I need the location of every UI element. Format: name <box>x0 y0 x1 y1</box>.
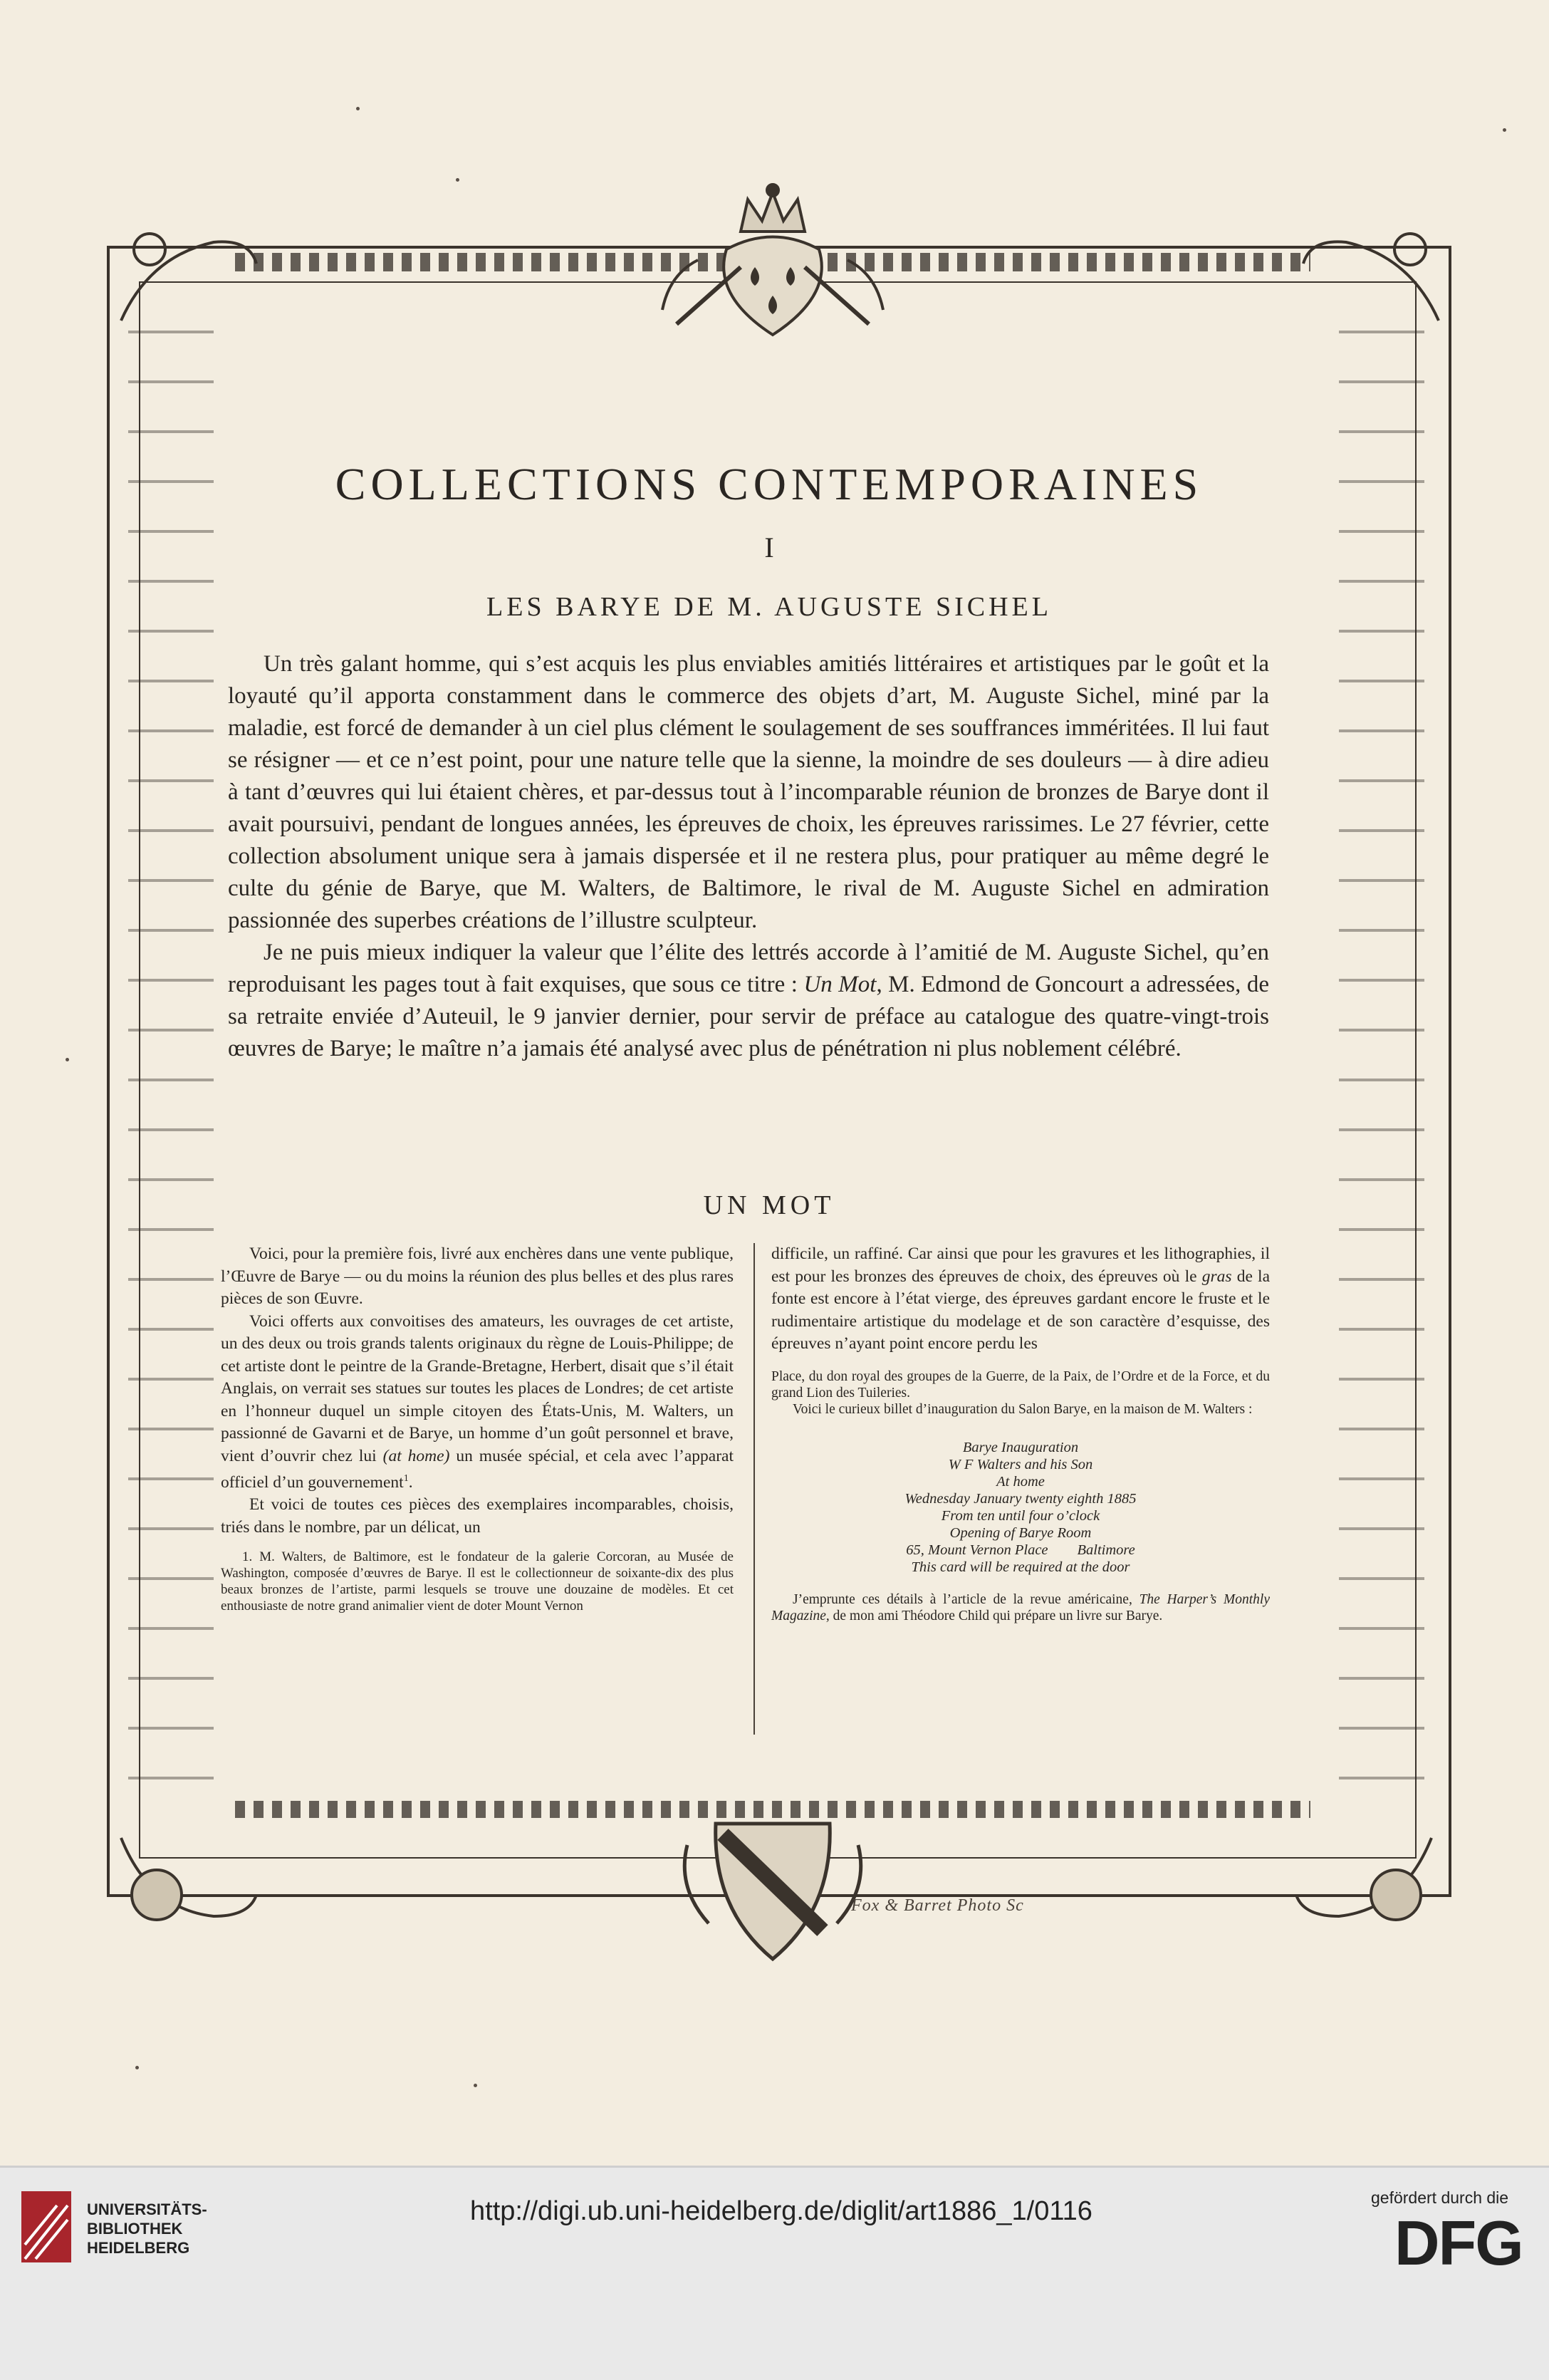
library-name-line: HEIDELBERG <box>87 2239 190 2257</box>
intro-paragraph <box>228 937 1269 1065</box>
corner-flourish-illustration <box>1289 1809 1446 1952</box>
left-column <box>221 1243 734 1614</box>
paper-speck <box>474 2084 477 2087</box>
italic-span: (at home) <box>382 1446 450 1465</box>
section-heading: UN MOT <box>703 1190 835 1220</box>
royal-crest-illustration <box>655 182 890 360</box>
intro-italic-title: Un Mot <box>803 972 877 997</box>
text-span: un musée spécial, et cela avec l’apparat officiel d’un gouvernement <box>221 1446 734 1492</box>
paper-speck <box>356 107 360 110</box>
permalink-url[interactable]: http://digi.ub.uni-heidelberg.de/diglit/art1886_1/0116 <box>470 2196 1092 2226</box>
corner-flourish-illustration <box>107 214 264 356</box>
heraldic-shield-illustration <box>680 1802 865 1973</box>
card-line: W F Walters and his Son <box>948 1456 1093 1472</box>
paragraph <box>771 1243 1270 1356</box>
text-span: de la fonte est encore à l’état vierge, des épreuves gardant encore le fruste et le rudimentaire artistique du modelage et de son caractère d’esquisse, des épreuves n’ayant point encore perdu les <box>771 1267 1270 1353</box>
italic-span: The Harper’s Monthly Magazine, <box>771 1591 1270 1623</box>
text-span: de mon ami Théodore Child qui prépare un livre sur Barye. <box>829 1608 1163 1623</box>
footnote-continuation: Place, du don royal des groupes de la Guerre, de la Paix, de l’Ordre et de la Force, et du grand Lion des Tuileries. <box>771 1368 1270 1401</box>
article-subtitle: LES BARYE DE M. AUGUSTE SICHEL <box>486 592 1052 622</box>
card-line: Wednesday January twenty eighth 1885 <box>904 1490 1137 1507</box>
page-title: COLLECTIONS CONTEMPORAINES <box>335 458 1204 509</box>
text-span: . <box>408 1472 413 1492</box>
footnote-continuation <box>771 1591 1270 1624</box>
footnote-marker: 1 <box>403 1472 409 1484</box>
italic-span: gras <box>1201 1267 1232 1286</box>
paragraph: Voici, pour la première fois, livré aux enchères dans une vente publique, l’Œuvre de Barye — ou du moins la réunion des plus belles et des plus rares pièces de son Œuvre. <box>221 1244 734 1308</box>
right-ornament-band <box>1339 306 1424 1802</box>
card-line: 65, Mount Vernon Place Baltimore <box>906 1542 1135 1558</box>
footnote: 1. M. Walters, de Baltimore, est le fondateur de la galerie Corcoran, au Musée de Washington, composée d’œuvres de Barye. Il est le collectionneur de soixante-dix des plus beaux bronzes de l’artiste, parmi lesquels se trouve une douzaine de modèles. Et cet enthousiaste de notre grand animalier vient de doter Mount Vernon <box>221 1549 734 1614</box>
intro-paragraph: Un très galant homme, qui s’est acquis les plus enviables amitiés littéraires et artistiques par le goût et la loyauté qu’il apporta constamment dans le commerce des objets d’art, M. Auguste Sichel, miné par la maladie, est forcé de demander à un ciel plus clément le soulagement de ses souffrances imméritées. Il lui faut se résigner — et ce n’est point, pour une nature telle que la sienne, la moindre de ses douleurs — à dire adieu à tant d’œuvres qui lui étaient chères, et par-dessus tout à l’incomparable réunion de bronzes de Barye dont il avait poursuivi, pendant de longues années, les épreuves de choix, les épreuves rarissimes. Le 27 février, cette collection absolument unique sera à jamais dispersée et il ne restera plus, pour pratiquer au même degré le culte du génie de Barye, que M. Walters, de Baltimore, le rival de M. Auguste Sichel en admiration passionnée des superbes créations de l’illustre sculpteur. <box>228 651 1269 933</box>
text-span: difficile, un raffiné. Car ainsi que pour les gravures et les lithographies, il est pour les bronzes des épreuves de choix, des épreuves où le <box>771 1244 1270 1286</box>
card-line: This card will be required at the door <box>911 1559 1130 1575</box>
library-name <box>87 2200 207 2257</box>
invitation-card-text <box>771 1439 1270 1576</box>
card-line: Barye Inauguration <box>962 1439 1079 1455</box>
paper-speck <box>135 2066 139 2069</box>
card-line: Opening of Barye Room <box>949 1524 1092 1541</box>
part-number: I <box>764 531 774 563</box>
university-library-logo <box>21 2191 71 2262</box>
paper-speck <box>1503 128 1506 132</box>
corner-flourish-illustration <box>107 1809 264 1952</box>
paragraph: Et voici de toutes ces pièces des exemplaires incomparables, choisis, triés dans le nombre, par un délicat, un <box>221 1495 734 1537</box>
text-span: Voici offerts aux convoitises des amateurs, les ouvrages de cet artiste, un des deux ou trois grands talents originaux du règne de Louis-Philippe; de cet artiste dont le peintre de la Grande-Bretagne, Herbert, disait que s’il était Anglais, on verrait ses statues sur toutes les places de Londres; de cet artiste en l’honneur duquel un simple citoyen des États-Unis, M. Walters, un passionné de Gavarni et de Barye, un homme d’un goût personnel et brave, vient d’ouvrir chez lui <box>221 1311 734 1465</box>
paper-speck <box>456 178 459 182</box>
dfg-logo: DFG <box>1394 2208 1523 2278</box>
paragraph <box>221 1311 734 1495</box>
intro-text-span: Je ne puis mieux indiquer la valeur que l’élite des lettrés accorde à l’amitié de M. Auguste Sichel, qu’en reproduisant les pages tout à fait exquises, que sous ce titre : <box>228 940 1269 997</box>
paper-speck <box>66 1058 69 1061</box>
library-name-line: BIBLIOTHEK <box>87 2220 183 2238</box>
column-divider <box>753 1243 755 1735</box>
intro-text <box>228 648 1269 1065</box>
left-ornament-band <box>128 306 214 1802</box>
intro-text-span: , M. Edmond de Goncourt a adressées, de sa retraite enviée d’Auteuil, le 9 janvier dernier, pour servir de préface au catalogue des quatre-vingt-trois œuvres de Barye; le maître n’a jamais été analysé avec plus de pénétration ni plus noblement célébré. <box>228 972 1269 1061</box>
library-name-line: UNIVERSITÄTS- <box>87 2200 207 2218</box>
text-span: J’emprunte ces détails à l’article de la revue américaine, <box>793 1591 1139 1607</box>
funding-label: gefördert durch die <box>1371 2188 1509 2207</box>
engraver-signature: Fox & Barret Photo Sc <box>851 1896 1024 1915</box>
card-line: From ten until four o’clock <box>941 1507 1100 1524</box>
card-line: At home <box>996 1473 1045 1490</box>
footnote-continuation: Voici le curieux billet d’inauguration du Salon Barye, en la maison de M. Walters : <box>793 1401 1253 1417</box>
corner-flourish-illustration <box>1296 214 1453 356</box>
right-column <box>771 1243 1270 1624</box>
